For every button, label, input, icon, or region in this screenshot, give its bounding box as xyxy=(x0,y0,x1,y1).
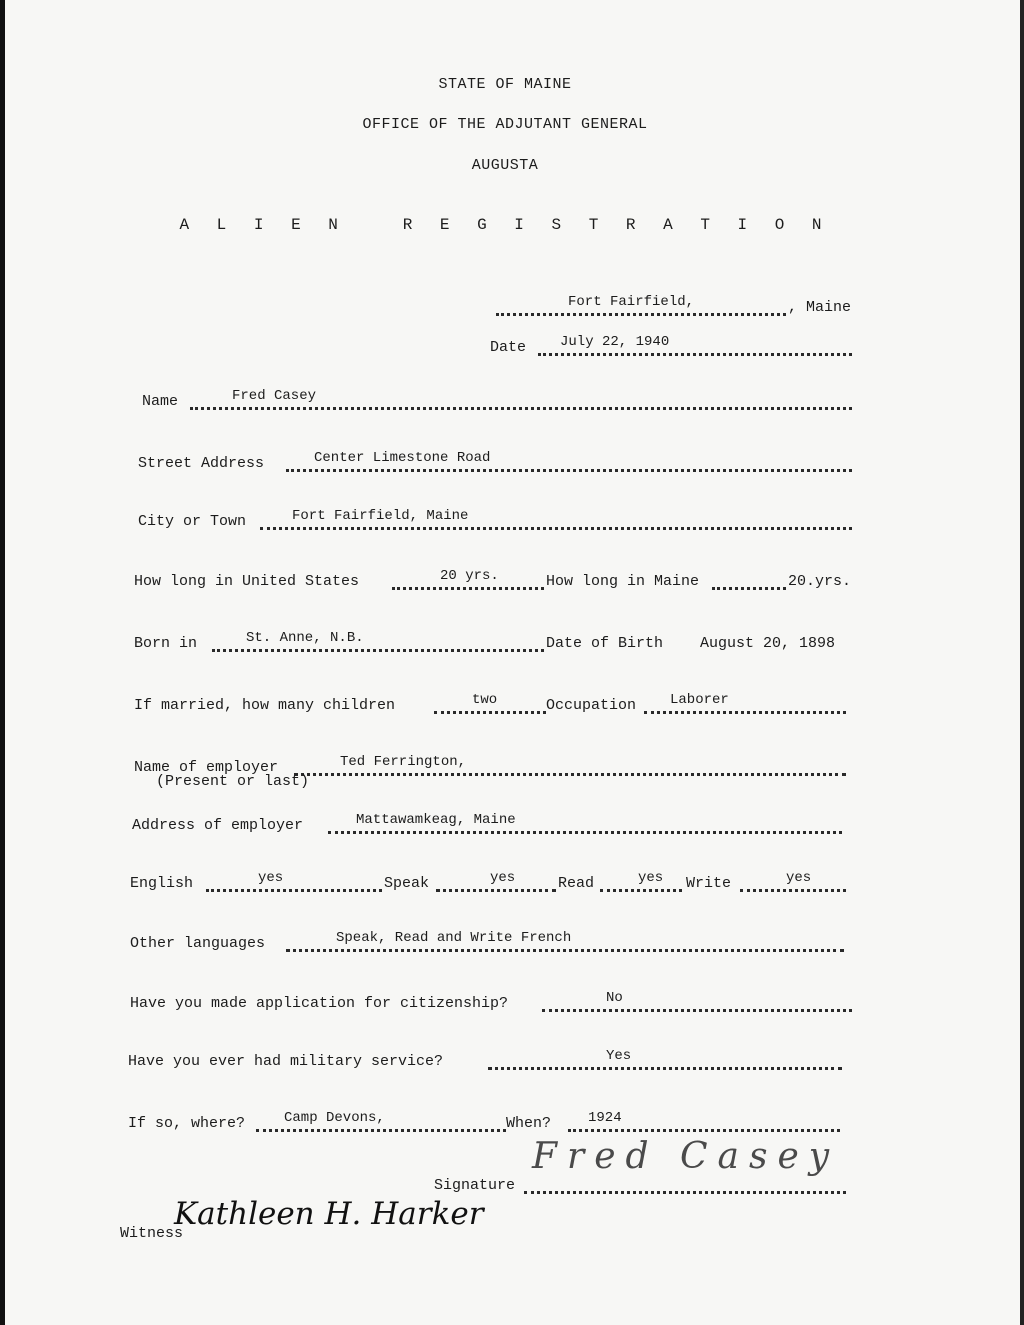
employer-address-line xyxy=(132,806,842,834)
date-label: Date xyxy=(490,339,527,356)
form-title: A L I E N R E G I S T R A T I O N xyxy=(179,216,831,234)
employer-label: Name of employer xyxy=(134,759,279,776)
write-value: yes xyxy=(786,870,812,886)
street-address-label: Street Address xyxy=(138,455,265,472)
military-value: Yes xyxy=(606,1048,632,1064)
other-languages-value: Speak, Read and Write French xyxy=(336,930,572,946)
witness-label: Witness xyxy=(120,1225,184,1242)
birth-date-value: August 20, 1898 xyxy=(700,635,836,652)
citizenship-label: Have you made application for citizenship? xyxy=(130,995,509,1012)
employer-address-label: Address of employer xyxy=(132,817,304,834)
header-city: AUGUSTA xyxy=(471,157,539,174)
citizenship-value: No xyxy=(606,990,623,1006)
english-label: English xyxy=(130,875,194,892)
when-value: 1924 xyxy=(588,1110,622,1126)
where-label: If so, where? xyxy=(128,1115,246,1132)
children-label: If married, how many children xyxy=(134,697,396,714)
born-in-value: St. Anne, N.B. xyxy=(246,630,364,646)
employer-value: Ted Ferrington, xyxy=(340,754,467,770)
date-line xyxy=(490,332,852,356)
place-line xyxy=(496,292,856,316)
birth-line xyxy=(134,624,856,652)
maine-years-label: How long in Maine xyxy=(546,573,700,590)
name-label: Name xyxy=(142,393,179,410)
english-line xyxy=(130,864,846,892)
citizenship-line xyxy=(130,984,852,1012)
city-town-label: City or Town xyxy=(138,513,247,530)
read-value: yes xyxy=(638,870,664,886)
us-years-label: How long in United States xyxy=(134,573,360,590)
employer-sublabel-line xyxy=(156,770,356,790)
city-town-line xyxy=(138,504,852,530)
date-value: July 22, 1940 xyxy=(560,334,670,350)
where-value: Camp Devons, xyxy=(284,1110,385,1126)
name-value: Fred Casey xyxy=(232,388,317,404)
when-label: When? xyxy=(506,1115,552,1132)
speak-label: Speak xyxy=(384,875,430,892)
write-label: Write xyxy=(686,875,732,892)
street-address-line xyxy=(138,446,852,472)
children-value: two xyxy=(472,692,498,708)
witness-signature-handwriting: Kathleen H. Harker xyxy=(174,1196,484,1232)
occupation-value: Laborer xyxy=(670,692,729,708)
born-in-label: Born in xyxy=(134,635,198,652)
maine-years-value: 20.yrs. xyxy=(788,573,852,590)
us-years-value: 20 yrs. xyxy=(440,568,499,584)
service-where-when-line xyxy=(128,1104,840,1132)
header-state: STATE OF MAINE xyxy=(438,76,572,93)
residence-duration-line xyxy=(134,562,854,590)
header-office: OFFICE OF THE ADJUTANT GENERAL xyxy=(362,116,648,133)
street-address-value: Center Limestone Road xyxy=(314,450,491,466)
employer-sublabel: (Present or last) xyxy=(156,773,310,790)
read-label: Read xyxy=(558,875,595,892)
signature-label: Signature xyxy=(434,1177,516,1194)
place-town-value: Fort Fairfield, xyxy=(568,294,695,310)
family-occupation-line xyxy=(134,686,846,714)
place-state-label: , Maine xyxy=(788,299,852,316)
name-line xyxy=(142,386,852,410)
english-value: yes xyxy=(258,870,284,886)
signature-handwriting: Fred Casey xyxy=(532,1136,840,1177)
other-languages-line xyxy=(130,924,844,952)
military-label: Have you ever had military service? xyxy=(128,1053,444,1070)
occupation-label: Occupation xyxy=(546,697,637,714)
employer-address-value: Mattawamkeag, Maine xyxy=(356,812,516,828)
military-line xyxy=(128,1042,842,1070)
speak-value: yes xyxy=(490,870,516,886)
city-town-value: Fort Fairfield, Maine xyxy=(292,508,469,524)
birth-date-label: Date of Birth xyxy=(546,635,664,652)
other-languages-label: Other languages xyxy=(130,935,266,952)
